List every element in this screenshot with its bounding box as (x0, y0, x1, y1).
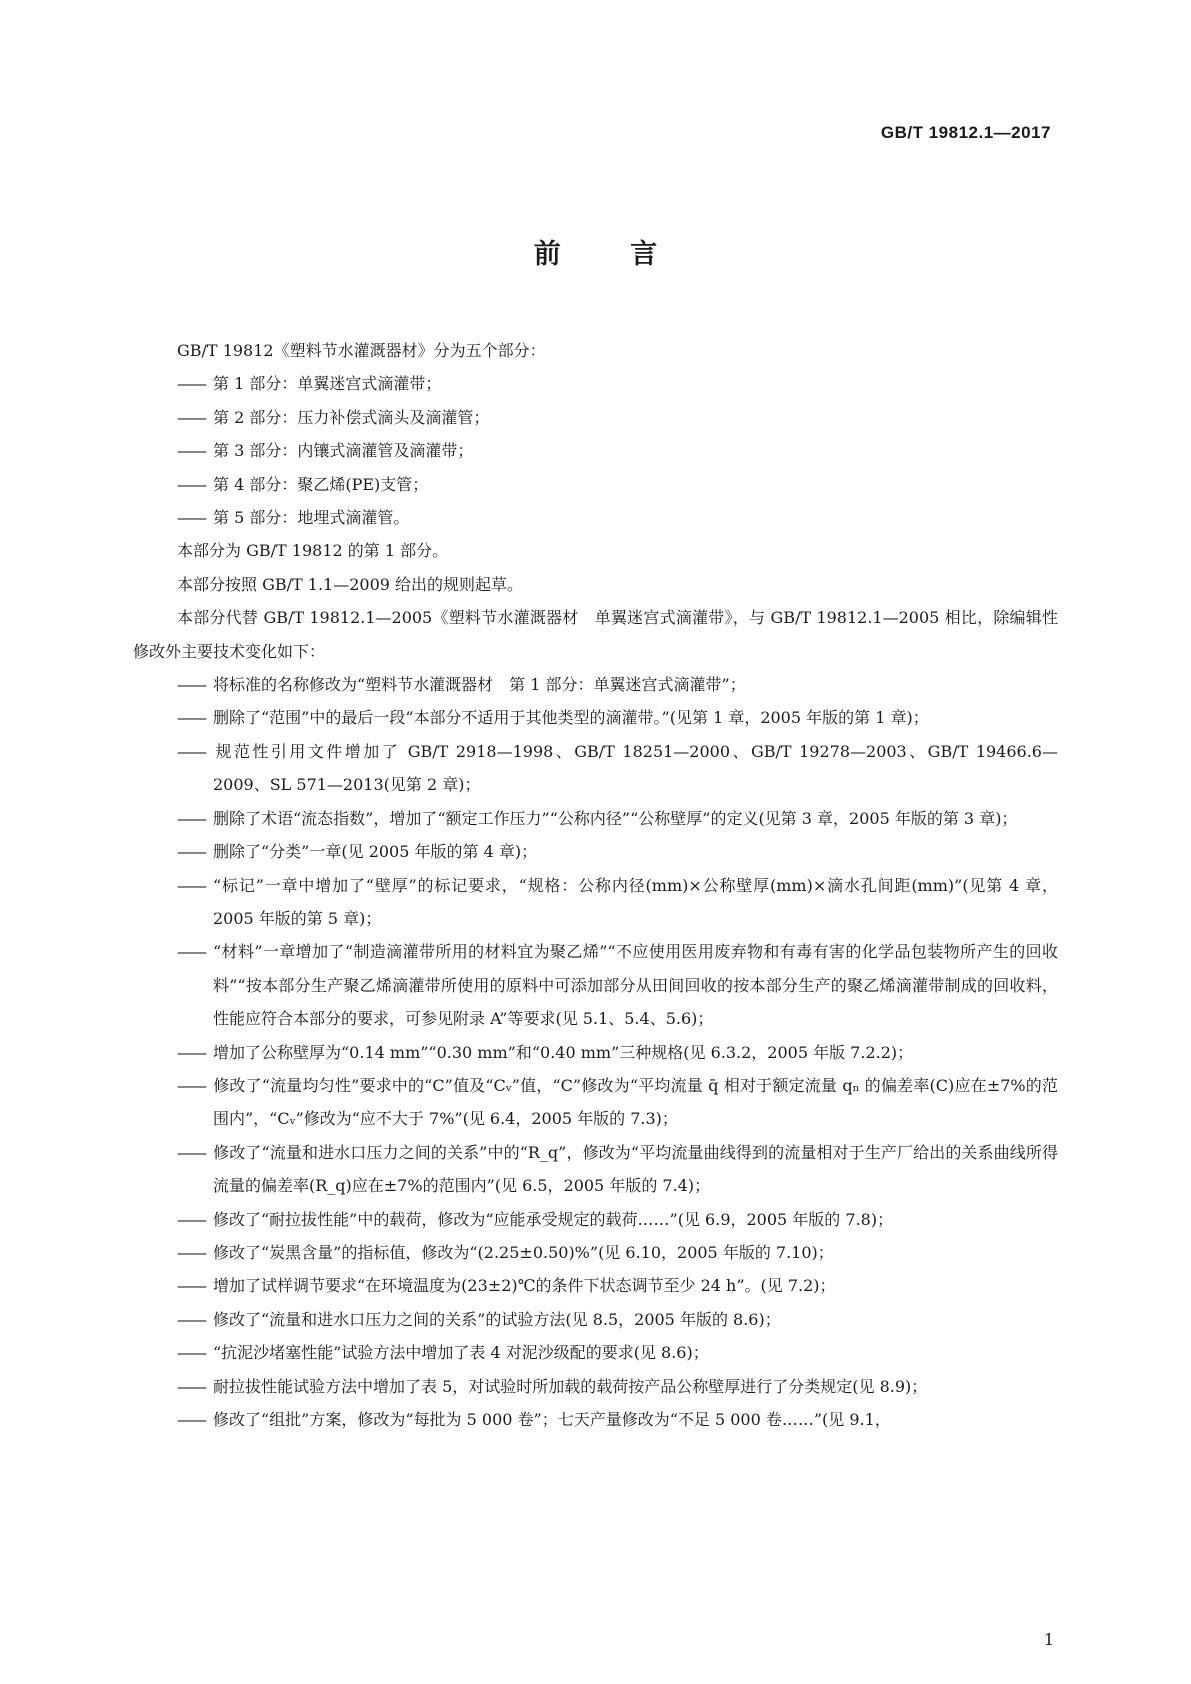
change-item: —— 修改了“流量均匀性”要求中的“C”值及“Cᵥ”值，“C”修改为“平均流量 q̄ 相对于额定流量 qₙ 的偏差率(C)应在±7%的范围内”，“Cᵥ”修改为“应不大于 7%”(见 6.4，2005 年版的 7.3)； (133, 1069, 1058, 1136)
change-item: —— 增加了公称壁厚为“0.14 mm”“0.30 mm”和“0.40 mm”三种规格(见 6.3.2，2005 年版 7.2.2)； (133, 1036, 1058, 1069)
dash-marker: —— (177, 741, 205, 761)
dash-marker: —— (177, 1410, 205, 1429)
part-item: —— 第 4 部分：聚乙烯(PE)支管； (133, 468, 1058, 501)
dash-marker: —— (177, 1276, 205, 1296)
page-number: 1 (1043, 1630, 1054, 1649)
paragraph: 本部分按照 GB/T 1.1—2009 给出的规则起草。 (177, 574, 524, 594)
dash-marker: —— (177, 374, 205, 394)
page-title: 前 言 (533, 239, 688, 270)
dash-marker: —— (177, 1075, 205, 1095)
change-item: —— “抗泥沙堵塞性能”试验方法中增加了表 4 对泥沙级配的要求(见 8.6)； (133, 1336, 1058, 1369)
change-item: —— 耐拉拔性能试验方法中增加了表 5，对试验时所加载的载荷按产品公称壁厚进行了分类规定(见 8.9)； (133, 1370, 1058, 1403)
dash-marker: —— (177, 708, 205, 728)
dash-marker: —— (177, 942, 205, 962)
dash-marker: —— (177, 875, 205, 895)
change-item: —— 修改了“耐拉拔性能”中的载荷，修改为“应能承受规定的载荷……”(见 6.9，2005 年版的 7.8)； (133, 1203, 1058, 1236)
paragraph: 本部分代替 GB/T 19812.1—2005《塑料节水灌溉器材 单翼迷宫式滴灌带》，与 GB/T 19812.1—2005 相比，除编辑性修改外主要技术变化如下： (133, 608, 1058, 661)
dash-marker: —— (177, 407, 205, 427)
dash-marker: —— (177, 441, 205, 461)
dash-marker: —— (177, 1343, 205, 1363)
part-item: —— 第 5 部分：地埋式滴灌管。 (133, 501, 1058, 534)
change-item: —— 删除了“分类”一章(见 2005 年版的第 4 章)； (133, 835, 1058, 868)
intro-paragraph: GB/T 19812《塑料节水灌溉器材》分为五个部分： (177, 341, 546, 360)
dash-marker: —— (177, 675, 205, 695)
dash-marker: —— (177, 474, 205, 494)
change-item: —— 删除了术语“流态指数”，增加了“额定工作压力”“公称内径”“公称壁厚”的定义(见第 3 章，2005 年版的第 3 章)； (133, 802, 1058, 835)
change-item: —— 修改了“炭黑含量”的指标值，修改为“(2.25±0.50)%”(见 6.10，2005 年版的 7.10)； (133, 1236, 1058, 1269)
part-item: —— 第 1 部分：单翼迷宫式滴灌带； (133, 367, 1058, 400)
change-item: —— “材料”一章增加了“制造滴灌带所用的材料宜为聚乙烯”“不应使用医用废弃物和有毒有害的化学品包装物所产生的回收料”“按本部分生产聚乙烯滴灌带所使用的原料中可添加部分从田间回收的按本部分生产的聚乙烯滴灌带制成的回收料，性能应符合本部分的要求，可参见附录 A”等要求(见 5.1、5.4、5.6)； (133, 935, 1058, 1035)
dash-marker: —— (177, 1042, 205, 1062)
part-item: —— 第 2 部分：压力补偿式滴头及滴灌管； (133, 401, 1058, 434)
change-item: —— 规范性引用文件增加了 GB/T 2918—1998、GB/T 18251—2000、GB/T 19278—2003、GB/T 19466.6—2009、SL 571—2013(见第 2 章)； (133, 735, 1058, 802)
change-item: —— 将标准的名称修改为“塑料节水灌溉器材 第 1 部分：单翼迷宫式滴灌带”； (133, 668, 1058, 701)
change-item: —— 修改了“流量和进水口压力之间的关系”中的“R_q”，修改为“平均流量曲线得到的流量相对于生产厂给出的关系曲线所得流量的偏差率(R_q)应在±7%的范围内”(见 6.5，2005 年版的 7.4)； (133, 1136, 1058, 1203)
standard-code: GB/T 19812.1—2017 (880, 123, 1051, 142)
dash-marker: —— (177, 1142, 205, 1162)
part-item: —— 第 3 部分：内镶式滴灌管及滴灌带； (133, 434, 1058, 467)
change-item: —— “标记”一章中增加了“壁厚”的标记要求，“规格：公称内径(mm)×公称壁厚(mm)×滴水孔间距(mm)”(见第 4 章，2005 年版的第 5 章)； (133, 869, 1058, 936)
dash-marker: —— (177, 842, 205, 862)
dash-marker: —— (177, 1309, 205, 1329)
change-item: —— 修改了“组批”方案，修改为“每批为 5 000 卷”；七天产量修改为“不足 5 000 卷……”(见 9.1， (133, 1403, 1058, 1436)
dash-marker: —— (177, 508, 205, 528)
body-text (133, 334, 1058, 1436)
dash-marker: —— (177, 1209, 205, 1229)
paragraph: 本部分为 GB/T 19812 的第 1 部分。 (177, 541, 449, 561)
dash-marker: —— (177, 1376, 205, 1396)
dash-marker: —— (177, 1242, 205, 1262)
dash-marker: —— (177, 808, 205, 828)
change-item: —— 修改了“流量和进水口压力之间的关系”的试验方法(见 8.5，2005 年版的 8.6)； (133, 1303, 1058, 1336)
change-item: —— 删除了“范围”中的最后一段“本部分不适用于其他类型的滴灌带。”(见第 1 章，2005 年版的第 1 章)； (133, 701, 1058, 734)
change-item: —— 增加了试样调节要求“在环境温度为(23±2)℃的条件下状态调节至少 24 h”。(见 7.2)； (133, 1269, 1058, 1302)
